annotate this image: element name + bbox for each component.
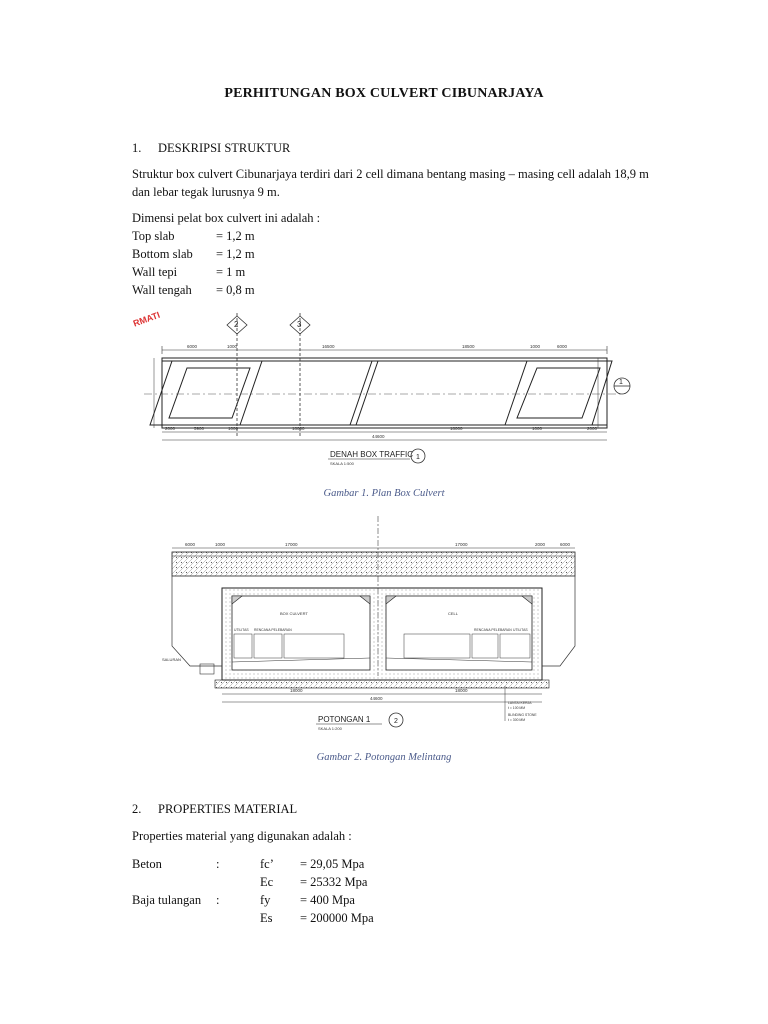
svg-text:1000: 1000 bbox=[532, 426, 543, 431]
dim-label: Wall tengah bbox=[132, 283, 192, 297]
svg-text:SALURAN: SALURAN bbox=[162, 657, 181, 662]
svg-text:1: 1 bbox=[619, 379, 623, 386]
section-1-heading: DESKRIPSI STRUKTUR bbox=[158, 141, 291, 155]
document-title: PERHITUNGAN BOX CULVERT CIBUNARJAYA bbox=[224, 86, 544, 101]
svg-text:3: 3 bbox=[297, 320, 302, 329]
section-2-heading: PROPERTIES MATERIAL bbox=[158, 802, 298, 816]
svg-text:2000: 2000 bbox=[587, 426, 598, 431]
material-colon: : bbox=[216, 893, 220, 907]
section-marker-3 bbox=[290, 313, 310, 438]
svg-text:1: 1 bbox=[416, 454, 420, 461]
svg-text:17000: 17000 bbox=[285, 542, 298, 547]
material-value: = 200000 Mpa bbox=[300, 911, 374, 925]
section-1-number: 1. bbox=[132, 141, 142, 155]
material-symbol: Es bbox=[260, 911, 273, 925]
material-value: = 29,05 Mpa bbox=[300, 857, 365, 871]
figure-2-caption: Gambar 2. Potongan Melintang bbox=[316, 752, 452, 763]
svg-text:1000: 1000 bbox=[530, 344, 541, 349]
section-title: POTONGAN 1 bbox=[318, 715, 371, 724]
material-symbol: Ec bbox=[260, 875, 274, 889]
dim-value: = 1 m bbox=[216, 265, 246, 279]
svg-text:6000: 6000 bbox=[187, 344, 198, 349]
svg-text:SKALA 1:200: SKALA 1:200 bbox=[318, 726, 342, 731]
section-1-paragraph: Struktur box culvert Cibunarjaya terdiri dari 2 cell dimana bentang masing – masing cell adalah 18,9 m dan lebar tegak lurusnya 9 m. bbox=[132, 167, 649, 199]
svg-text:1000: 1000 bbox=[215, 542, 226, 547]
material-symbol: fy bbox=[260, 893, 271, 907]
svg-text:44600: 44600 bbox=[372, 434, 385, 439]
material-value: = 25332 Mpa bbox=[300, 875, 368, 889]
svg-text:17000: 17000 bbox=[455, 542, 468, 547]
dim-value: = 1,2 m bbox=[216, 229, 255, 243]
svg-text:BLINDING STONE: BLINDING STONE bbox=[508, 713, 537, 717]
svg-text:t = 300 MM: t = 300 MM bbox=[508, 718, 526, 722]
svg-text:LANTAI KERJA: LANTAI KERJA bbox=[508, 701, 532, 705]
svg-text:18000: 18000 bbox=[455, 688, 468, 693]
dim-label: Bottom slab bbox=[132, 247, 193, 261]
svg-text:18000: 18000 bbox=[450, 426, 463, 431]
svg-text:t = 100 MM: t = 100 MM bbox=[508, 706, 526, 710]
svg-text:BOX CULVERT: BOX CULVERT bbox=[280, 611, 308, 616]
section-marker-2 bbox=[227, 313, 247, 438]
dim-label: Top slab bbox=[132, 229, 175, 243]
svg-text:UTILITAS: UTILITAS bbox=[234, 628, 249, 632]
svg-text:1000: 1000 bbox=[227, 344, 238, 349]
svg-text:2000: 2000 bbox=[165, 426, 176, 431]
svg-text:6000: 6000 bbox=[185, 542, 196, 547]
svg-text:5900: 5900 bbox=[194, 426, 205, 431]
plan-title: DENAH BOX TRAFFIC bbox=[330, 450, 413, 459]
svg-text:6000: 6000 bbox=[560, 542, 571, 547]
material-value: = 400 Mpa bbox=[300, 893, 355, 907]
svg-text:18000: 18000 bbox=[290, 688, 303, 693]
svg-text:1000: 1000 bbox=[228, 426, 239, 431]
dim-value: = 1,2 m bbox=[216, 247, 255, 261]
svg-text:2: 2 bbox=[394, 718, 398, 725]
svg-text:6000: 6000 bbox=[557, 344, 568, 349]
material-colon: : bbox=[216, 857, 220, 871]
svg-text:2: 2 bbox=[234, 320, 239, 329]
svg-text:RENCANA PELEBARAN: RENCANA PELEBARAN bbox=[254, 628, 292, 632]
svg-text:2000: 2000 bbox=[535, 542, 546, 547]
plan-box-culvert-drawing bbox=[132, 308, 652, 478]
material-name: Beton bbox=[132, 857, 162, 871]
stamp-mark: RMATI bbox=[132, 309, 162, 329]
dim-label: Wall tepi bbox=[132, 265, 178, 279]
material-intro: Properties material yang digunakan adalah : bbox=[132, 829, 352, 843]
dim-value: = 0,8 m bbox=[216, 283, 255, 297]
figure-1-caption: Gambar 1. Plan Box Culvert bbox=[323, 488, 445, 499]
material-symbol: fc’ bbox=[260, 857, 274, 871]
svg-text:18000: 18000 bbox=[292, 426, 305, 431]
svg-text:UTILITAS: UTILITAS bbox=[513, 628, 528, 632]
svg-text:44600: 44600 bbox=[370, 696, 383, 701]
svg-text:CELL: CELL bbox=[448, 611, 459, 616]
svg-text:18500: 18500 bbox=[462, 344, 475, 349]
material-name: Baja tulangan bbox=[132, 893, 202, 907]
section-2-number: 2. bbox=[132, 802, 142, 816]
svg-text:SKALA 1:500: SKALA 1:500 bbox=[330, 461, 354, 466]
svg-text:16500: 16500 bbox=[322, 344, 335, 349]
cross-section-drawing bbox=[160, 516, 650, 744]
svg-text:RENCANA PELEBARAN: RENCANA PELEBARAN bbox=[474, 628, 512, 632]
dimension-intro: Dimensi pelat box culvert ini adalah : bbox=[132, 211, 321, 225]
